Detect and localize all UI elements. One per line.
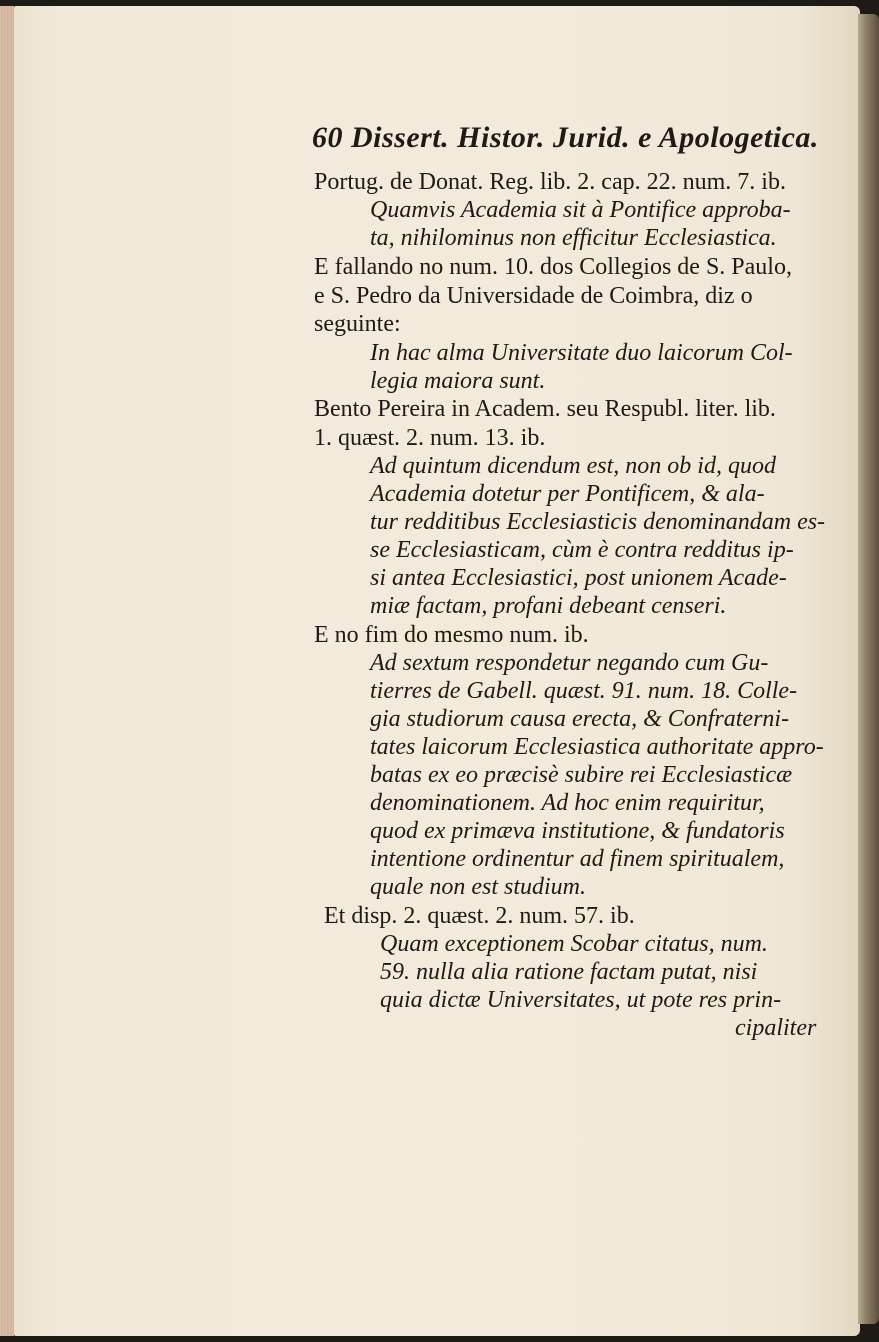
text-line: ta, nihilominus non efficitur Ecclesiastica. [370, 225, 777, 251]
text-line: Ad sextum respondetur negando cum Gu- [370, 650, 769, 676]
text-line: tierres de Gabell. quæst. 91. num. 18. Colle- [370, 678, 798, 704]
text-line: quale non est studium. [370, 874, 586, 900]
running-head [312, 121, 819, 155]
text-line: gia studiorum causa erecta, & Confraterni- [370, 706, 790, 732]
text-line: denominationem. Ad hoc enim requiritur, [370, 790, 765, 816]
text-line: batas ex eo præcisè subire rei Ecclesiasticæ [370, 762, 793, 788]
text-line: si antea Ecclesiastici, post unionem Acade- [370, 565, 787, 591]
text-line: tur redditibus Ecclesiasticis denominandam es- [370, 509, 826, 535]
text-line: E fallando no num. 10. dos Collegios de S. Paulo, [314, 254, 792, 280]
text-line: e S. Pedro da Universidade de Coimbra, diz o [314, 283, 753, 309]
text-line: 1. quæst. 2. num. 13. ib. [314, 425, 546, 451]
text-line: 59. nulla alia ratione factam putat, nisi [380, 959, 758, 985]
text-line: quod ex primæva institutione, & fundatoris [370, 818, 785, 844]
text-line: Quamvis Academia sit à Pontifice approba- [370, 197, 791, 223]
text-line: In hac alma Universitate duo laicorum Col- [370, 340, 793, 366]
catchword: cipaliter [735, 1015, 817, 1041]
text-line: legia maiora sunt. [370, 368, 546, 394]
text-line: Et disp. 2. quæst. 2. num. 57. ib. [324, 903, 635, 929]
text-line: E no fim do mesmo num. ib. [314, 622, 589, 648]
page-number: 60 [312, 121, 343, 154]
text-line: Academia dotetur per Pontificem, & ala- [370, 481, 765, 507]
text-line: Portug. de Donat. Reg. lib. 2. cap. 22. num. 7. ib. [314, 169, 786, 195]
text-line: tates laicorum Ecclesiastica authoritate appro- [370, 734, 824, 760]
text-line: miæ factam, profani debeant censeri. [370, 593, 727, 619]
text-line: Quam exceptionem Scobar citatus, num. [380, 931, 768, 957]
running-title: Dissert. Histor. Jurid. e Apologetica. [351, 121, 819, 154]
text-line: Ad quintum dicendum est, non ob id, quod [370, 453, 776, 479]
text-line: Bento Pereira in Academ. seu Respubl. liter. lib. [314, 396, 776, 422]
text-line: quia dictæ Universitates, ut pote res prin- [380, 987, 782, 1013]
text-line: seguinte: [314, 311, 401, 337]
text-line: se Ecclesiasticam, cùm è contra redditus ip- [370, 537, 794, 563]
text-line: intentione ordinentur ad finem spiritualem, [370, 846, 785, 872]
